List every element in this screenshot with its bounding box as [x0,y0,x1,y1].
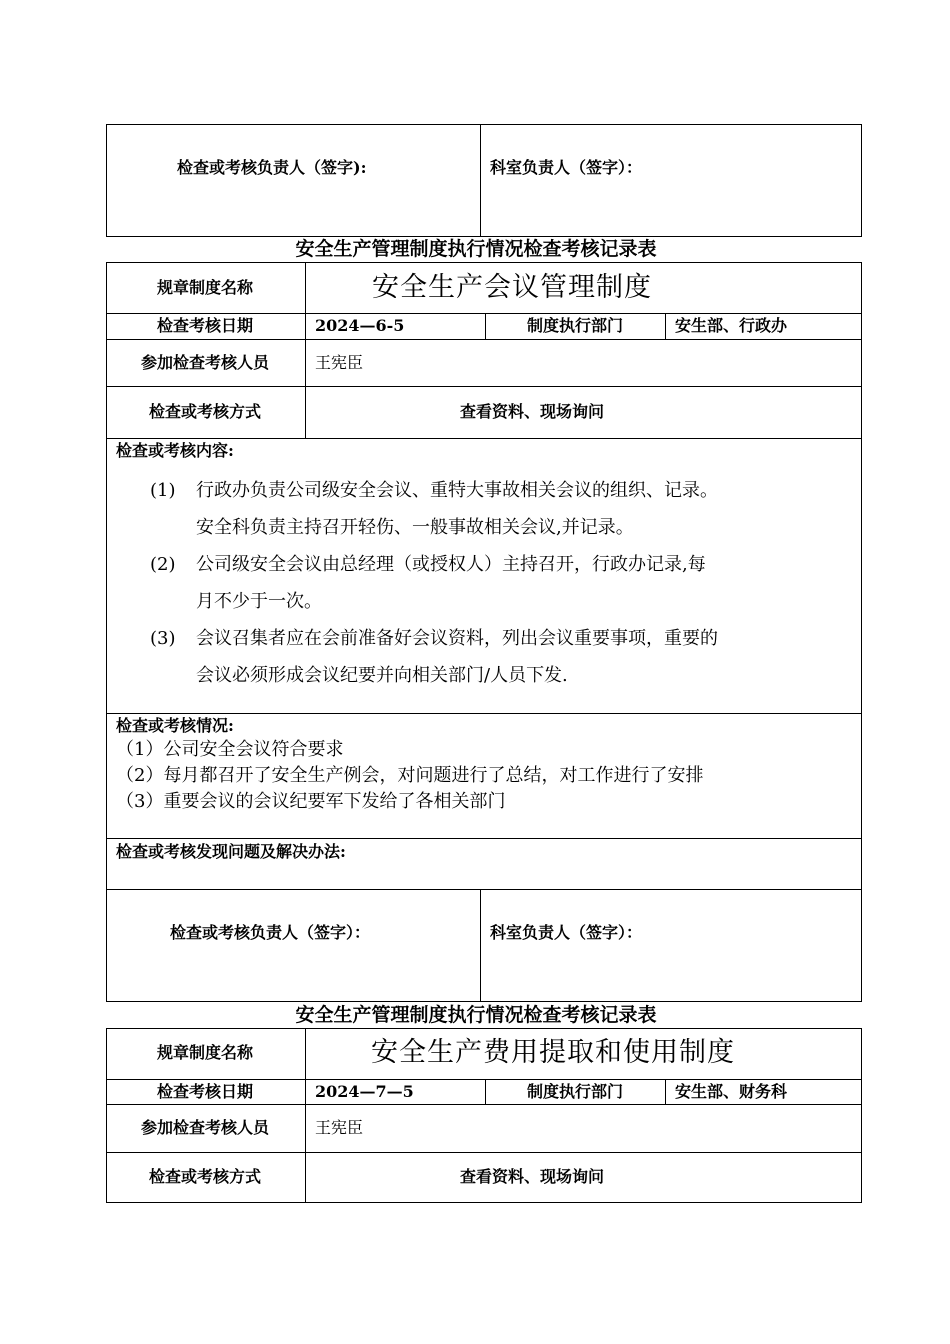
form1-row-line [106,713,862,714]
form2-date-label: 检查考核日期 [156,1082,254,1101]
form1-row-line [106,386,862,387]
form1-date-value: 2024—6-5 [315,316,405,335]
form1-content-item-line: 安全科负责主持召开轻伤、一般事故相关会议,并记录。 [196,517,634,538]
form1-situation-item: （1）公司安全会议符合要求 [116,739,344,760]
form2-date-value: 2024—7—5 [315,1082,414,1101]
form1-col-line [485,313,486,339]
form2-col-line [665,1079,666,1104]
form1-date-label: 检查考核日期 [156,316,254,335]
form1-section-head-signature-label: 科室负责人（签字）： [490,923,643,942]
form1-content-item-line: 会议必须形成会议纪要并向相关部门/人员下发. [196,665,568,686]
form1-row-line [106,339,862,340]
form2-row-line [106,1152,862,1153]
form1-method-label: 检查或考核方式 [148,402,262,421]
top-signature-divider [480,124,481,237]
form1-content-item-number: (2) [150,554,176,575]
form1-content-item-line: 公司级安全会议由总经理（或授权人）主持召开，行政办记录,每 [196,554,706,575]
form1-content-item-line: 行政办负责公司级安全会议、重特大事故相关会议的组织、记录。 [196,480,718,501]
form1-regulation-name: 安全生产会议管理制度 [372,272,652,303]
form1-row-line [106,889,862,890]
form1-situation-label: 检查或考核情况: [116,716,234,735]
form1-row-line [106,838,862,839]
form1-content-item-number: (1) [150,480,176,501]
form1-content-label: 检查或考核内容: [116,441,234,460]
form2-dept-label: 制度执行部门 [526,1082,624,1101]
form1-participants-label: 参加检查考核人员 [140,353,270,372]
form1-situation-item: （2）每月都召开了安全生产例会，对问题进行了总结，对工作进行了安排 [116,765,704,786]
form1-participants-value: 王宪臣 [315,353,364,372]
form2-col-line [305,1028,306,1203]
form2-row-line [106,1104,862,1105]
form1-content-item-line: 会议召集者应在会前准备好会议资料，列出会议重要事项，重要的 [196,628,718,649]
form2-method-value: 查看资料、现场询问 [459,1167,605,1186]
form1-inspector-signature-label: 检查或考核负责人（签字）： [170,923,371,942]
top-section-head-signature-label: 科室负责人（签字）： [490,158,643,177]
form2-method-label: 检查或考核方式 [148,1167,262,1186]
form1-dept-label: 制度执行部门 [526,316,624,335]
form1-row-line [106,438,862,439]
form1-signature-divider [480,889,481,1002]
top-signature-table [106,124,862,237]
top-inspector-signature-label: 检查或考核负责人（签字): [177,158,367,177]
form1-method-value: 查看资料、现场询问 [459,402,605,421]
form1-content-item-number: (3) [150,628,176,649]
form1-situation-item: （3）重要会议的会议纪要军下发给了各相关部门 [116,791,506,812]
form1-row-line [106,313,862,314]
form1-title: 安全生产管理制度执行情况检查考核记录表 [295,238,657,260]
form1-content-item-line: 月不少于一次。 [196,591,322,612]
form1-problems-label: 检查或考核发现问题及解决办法: [116,842,346,861]
form2-col-line [485,1079,486,1104]
form1-dept-value: 安生部、行政办 [675,316,788,335]
form2-participants-label: 参加检查考核人员 [140,1118,270,1137]
form2-regulation-name: 安全生产费用提取和使用制度 [371,1037,735,1068]
form2-participants-value: 王宪臣 [315,1118,364,1137]
form1-col-line [305,262,306,438]
form2-regulation-label: 规章制度名称 [156,1043,254,1062]
form1-regulation-label: 规章制度名称 [156,278,254,297]
form2-title: 安全生产管理制度执行情况检查考核记录表 [295,1004,657,1026]
form1-col-line [665,313,666,339]
form2-dept-value: 安生部、财务科 [675,1082,788,1101]
form2-row-line [106,1079,862,1080]
